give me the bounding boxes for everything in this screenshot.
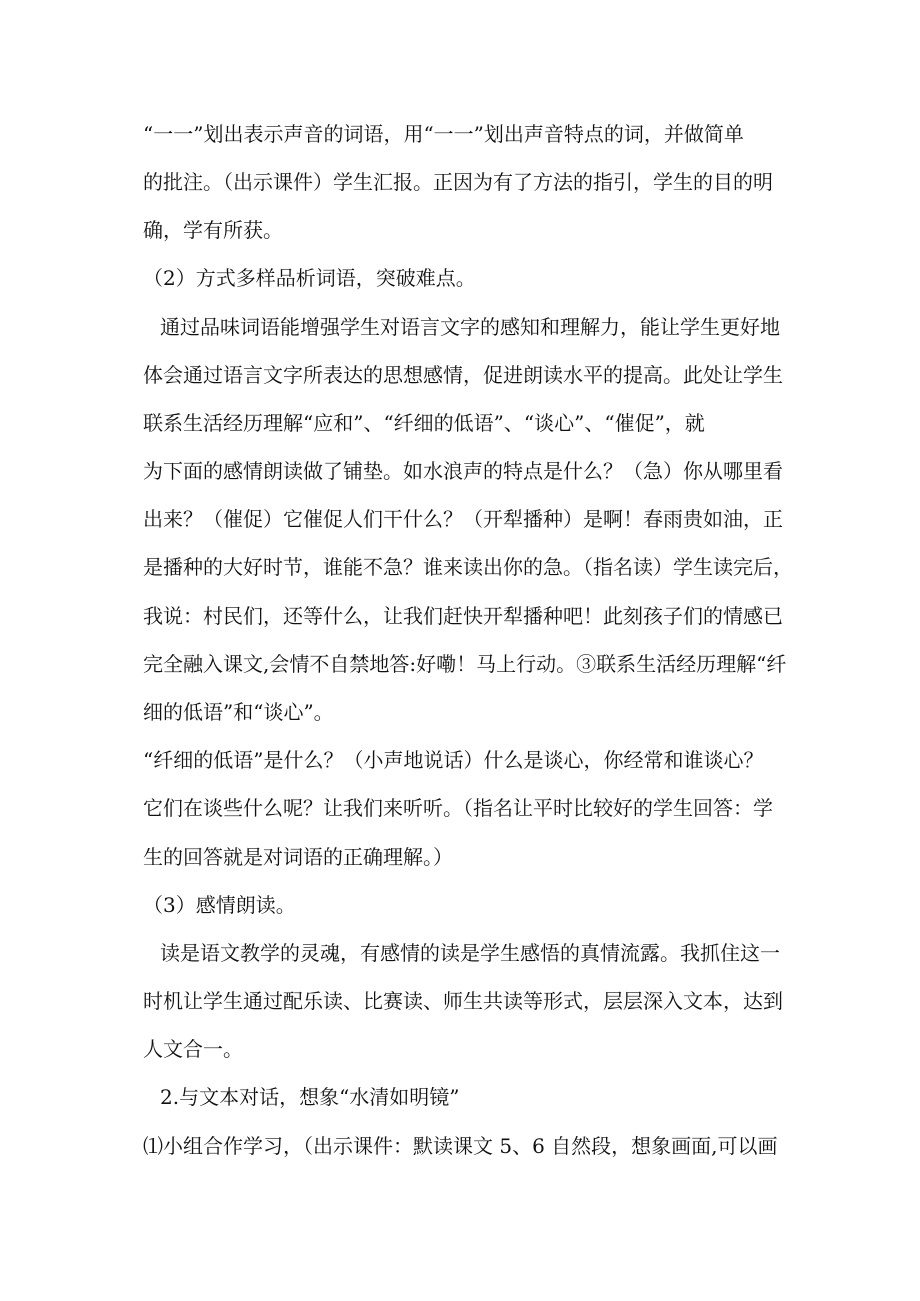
text-line: ⑴小组合作学习，（出示课件：默读课文 5、6 自然段，想象画面,可以画	[143, 1134, 778, 1158]
text-line: （2）方式多样品析词语，突破难点。	[143, 266, 476, 290]
text-line: 的批注。（出示课件）学生汇报。正因为有了方法的指引，学生的目的明	[143, 170, 773, 194]
text-line: 体会通过语言文字所表达的思想感情，促进朗读水平的提高。此处让学生	[143, 363, 783, 387]
text-line: “纤细的低语”是什么？（小声地说话）什么是谈心，你经常和谁谈心？	[143, 748, 764, 772]
text-line: 2.与文本对话，想象“水清如明镜”	[160, 1085, 460, 1109]
text-line: 确，学有所获。	[143, 218, 283, 242]
text-line: （3）感情朗读。	[143, 893, 296, 917]
text-line: 人文合一。	[143, 1037, 243, 1061]
text-line: 出来？（催促）它催促人们干什么？（开犁播种）是啊！春雨贵如油，正	[143, 507, 783, 531]
text-line: 是播种的大好时节，谁能不急？谁来读出你的急。（指名读）学生读完后，	[143, 555, 793, 579]
text-line: 通过品味词语能增强学生对语言文字的感知和理解力，能让学生更好地	[160, 315, 780, 339]
text-line: 细的低语”和“谈心”。	[143, 700, 334, 724]
text-line: 联系生活经历理解“应和”、“纤细的低语”、“谈心”、“催促”，就	[143, 411, 705, 435]
text-line: 完全融入课文,会情不自禁地答:好嘞！马上行动。③联系生活经历理解“纤	[143, 652, 787, 676]
text-line: 时机让学生通过配乐读、比赛读、师生共读等形式，层层深入文本，达到	[143, 989, 783, 1013]
text-line: 它们在谈些什么呢？让我们来听听。（指名让平时比较好的学生回答：学	[143, 796, 773, 820]
text-line: 读是语文教学的灵魂，有感情的读是学生感悟的真情流露。我抓住这一	[160, 941, 780, 965]
text-line: 为下面的感情朗读做了铺垫。如水浪声的特点是什么？（急）你从哪里看	[143, 459, 783, 483]
text-line: 生的回答就是对词语的正确理解。）	[143, 845, 453, 869]
text-line: “一一”划出表示声音的词语，用“一一”划出声音特点的词，并做简单	[143, 122, 744, 146]
text-line: 我说：村民们，还等什么，让我们赶快开犁播种吧！此刻孩子们的情感已	[143, 604, 783, 628]
